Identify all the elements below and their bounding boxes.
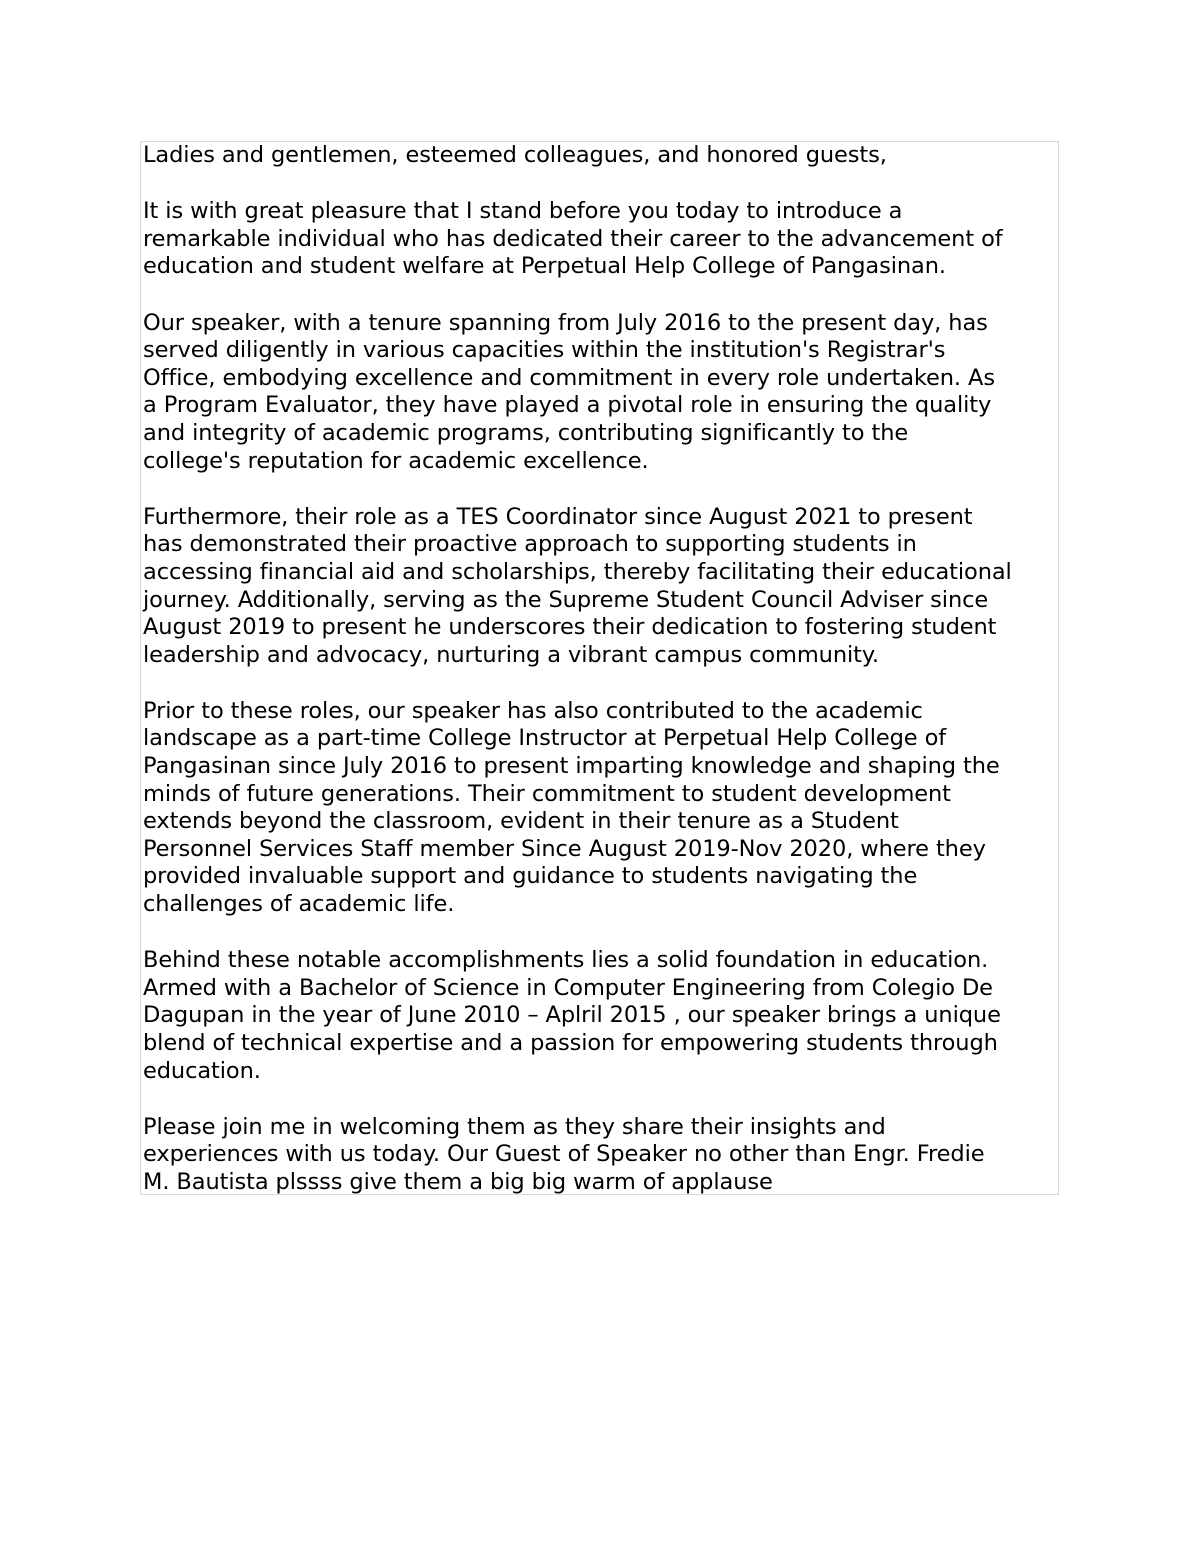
paragraph-spacer (143, 669, 1058, 698)
paragraph-spacer (143, 281, 1058, 310)
speech-text-box (140, 141, 1059, 1195)
paragraph-introduction: It is with great pleasure that I stand before you today to introduce a remarkable individual who has dedicated their career to the advancement of education and student welfare at Perpetual Help College of Pangasinan. (143, 198, 1003, 280)
paragraph-greeting: Ladies and gentlemen, esteemed colleagues, and honored guests, (143, 142, 887, 168)
paragraph-spacer (143, 1085, 1058, 1114)
paragraph-prior-roles: Prior to these roles, our speaker has also contributed to the academic landscape as a part-time College Instructor at Perpetual Help College of Pangasinan since July 2016 to present imparting knowledge and shaping the minds of future generations. Their commitment to student development extends beyond the classroom, evident in their tenure as a Student Personnel Services Staff member Since August 2019-Nov 2020, where they provided invaluable support and guidance to students navigating the challenges of academic life. (143, 697, 1000, 918)
paragraph-spacer (143, 919, 1058, 948)
paragraph-spacer (143, 475, 1058, 504)
paragraph-registrar-role: Our speaker, with a tenure spanning from July 2016 to the present day, has served diligently in various capacities within the institution's Registrar's Office, embodying excellence and commitment in every role undertaken. As a Program Evaluator, they have played a pivotal role in ensuring the quality and integrity of academic programs, contributing significantly to the college's reputation for academic excellence. (143, 309, 995, 474)
paragraph-education: Behind these notable accomplishments lies a solid foundation in education. Armed with a Bachelor of Science in Computer Engineering from Colegio De Dagupan in the year of June 2010 – Aplril 2015 , our speaker brings a unique blend of technical expertise and a passion for empowering students through education. (143, 947, 1001, 1084)
paragraph-closing: Please join me in welcoming them as they share their insights and experiences with us today. Our Guest of Speaker no other than Engr. Fredie M. Bautista plssss give them a big big warm of applause (143, 1113, 985, 1195)
paragraph-tes-coordinator: Furthermore, their role as a TES Coordinator since August 2021 to present has demonstrated their proactive approach to supporting students in accessing financial aid and scholarships, thereby facilitating their educational journey. Additionally, serving as the Supreme Student Council Adviser since August 2019 to present he underscores their dedication to fostering student leadership and advocacy, nurturing a vibrant campus community. (143, 503, 1012, 668)
paragraph-spacer (143, 170, 1058, 199)
